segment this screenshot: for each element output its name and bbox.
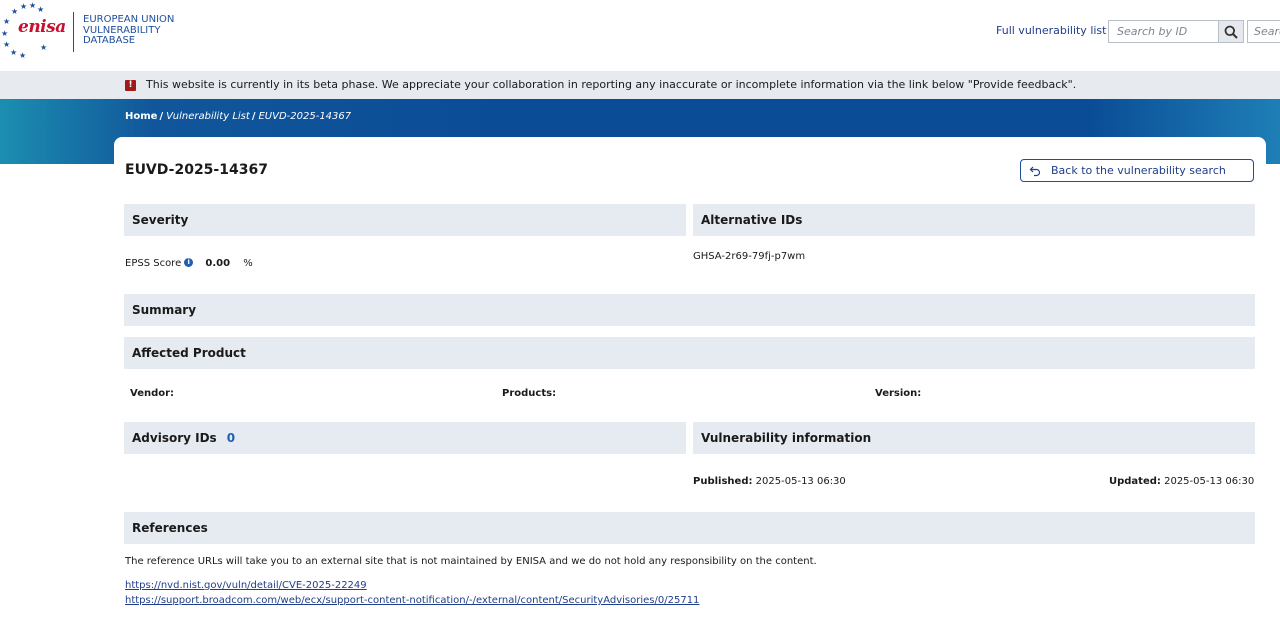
reference-link[interactable]: https://support.broadcom.com/web/ecx/support-content-notification/-/external/content/SecurityAdvisories/0/25711 (125, 595, 700, 606)
published-value: 2025-05-13 06:30 (755, 476, 846, 487)
severity-header (124, 204, 686, 236)
vulnerability-information-header (693, 422, 1255, 454)
search-input-secondary[interactable] (1247, 20, 1280, 43)
updated-label: Updated: (1109, 476, 1161, 487)
products-label: Products: (502, 388, 557, 399)
breadcrumb-vulnerability-list[interactable]: Vulnerability List (166, 111, 250, 122)
version-label: Version: (875, 388, 922, 399)
svg-text:★: ★ (1, 29, 9, 38)
breadcrumb-separator: / (159, 111, 164, 122)
page-title: EUVD-2025-14367 (125, 162, 268, 178)
references-header (124, 512, 1255, 544)
enisa-logo[interactable] (0, 0, 72, 62)
epss-row (125, 258, 253, 269)
epss-value: 0.00 (205, 258, 231, 269)
published-row (693, 476, 846, 487)
advisory-ids-heading: Advisory IDs (132, 431, 217, 445)
epss-label: EPSS Score (125, 258, 182, 269)
breadcrumb (125, 111, 351, 122)
site-header (0, 0, 1280, 71)
affected-product-header (124, 337, 1255, 369)
svg-text:★: ★ (40, 43, 48, 52)
breadcrumb-home[interactable]: Home (125, 111, 158, 122)
logo-line-3: DATABASE (83, 35, 136, 46)
alternative-ids-header (693, 204, 1255, 236)
advisory-ids-header (124, 422, 686, 454)
logo-wordmark: enisa (18, 17, 66, 37)
svg-text:★: ★ (10, 48, 18, 57)
search-icon (1224, 25, 1238, 39)
vendor-label: Vendor: (130, 388, 175, 399)
logo-text (83, 15, 174, 47)
breadcrumb-separator: / (251, 111, 256, 122)
svg-text:★: ★ (3, 40, 11, 49)
references-heading: References (132, 521, 208, 535)
svg-text:★: ★ (29, 1, 37, 10)
alternative-ids-heading: Alternative IDs (701, 213, 803, 227)
back-button-label: Back to the vulnerability search (1051, 164, 1226, 177)
logo-line-2: VULNERABILITY (83, 24, 161, 36)
breadcrumb-current: EUVD-2025-14367 (258, 111, 352, 122)
svg-text:★: ★ (3, 17, 11, 26)
beta-banner-text: This website is currently in its beta phase. We appreciate your collaboration in reporting any inaccurate or incomplete information via the link below "Provide feedback". (146, 78, 1077, 91)
svg-text:★: ★ (11, 7, 19, 16)
logo-divider (73, 12, 74, 52)
updated-row (1109, 476, 1254, 487)
reference-link[interactable]: https://nvd.nist.gov/vuln/detail/CVE-2025-22249 (125, 580, 367, 591)
advisory-count: 0 (226, 431, 236, 445)
search-by-id-input[interactable] (1108, 20, 1218, 43)
svg-text:★: ★ (19, 51, 27, 60)
back-to-search-button[interactable] (1020, 159, 1254, 182)
summary-header (124, 294, 1255, 326)
full-vulnerability-list-link[interactable]: Full vulnerability list (996, 24, 1107, 37)
published-label: Published: (693, 476, 753, 487)
svg-text:★: ★ (37, 5, 45, 14)
info-icon[interactable]: i (184, 258, 193, 267)
search-button[interactable] (1218, 20, 1244, 43)
summary-heading: Summary (132, 303, 197, 317)
severity-heading: Severity (132, 213, 189, 227)
epss-unit: % (243, 258, 253, 269)
alternative-id-item: GHSA-2r69-79fj-p7wm (693, 251, 806, 262)
updated-value: 2025-05-13 06:30 (1164, 476, 1255, 487)
references-disclaimer: The reference URLs will take you to an external site that is not maintained by ENISA and we do not hold any responsibility on the content. (125, 556, 817, 567)
back-arrow-icon (1029, 165, 1041, 177)
logo-line-1: EUROPEAN UNION (83, 14, 175, 25)
svg-text:★: ★ (20, 2, 28, 11)
affected-product-heading: Affected Product (132, 346, 246, 360)
vulnerability-information-heading: Vulnerability information (701, 431, 872, 445)
alert-icon: ! (125, 80, 136, 91)
